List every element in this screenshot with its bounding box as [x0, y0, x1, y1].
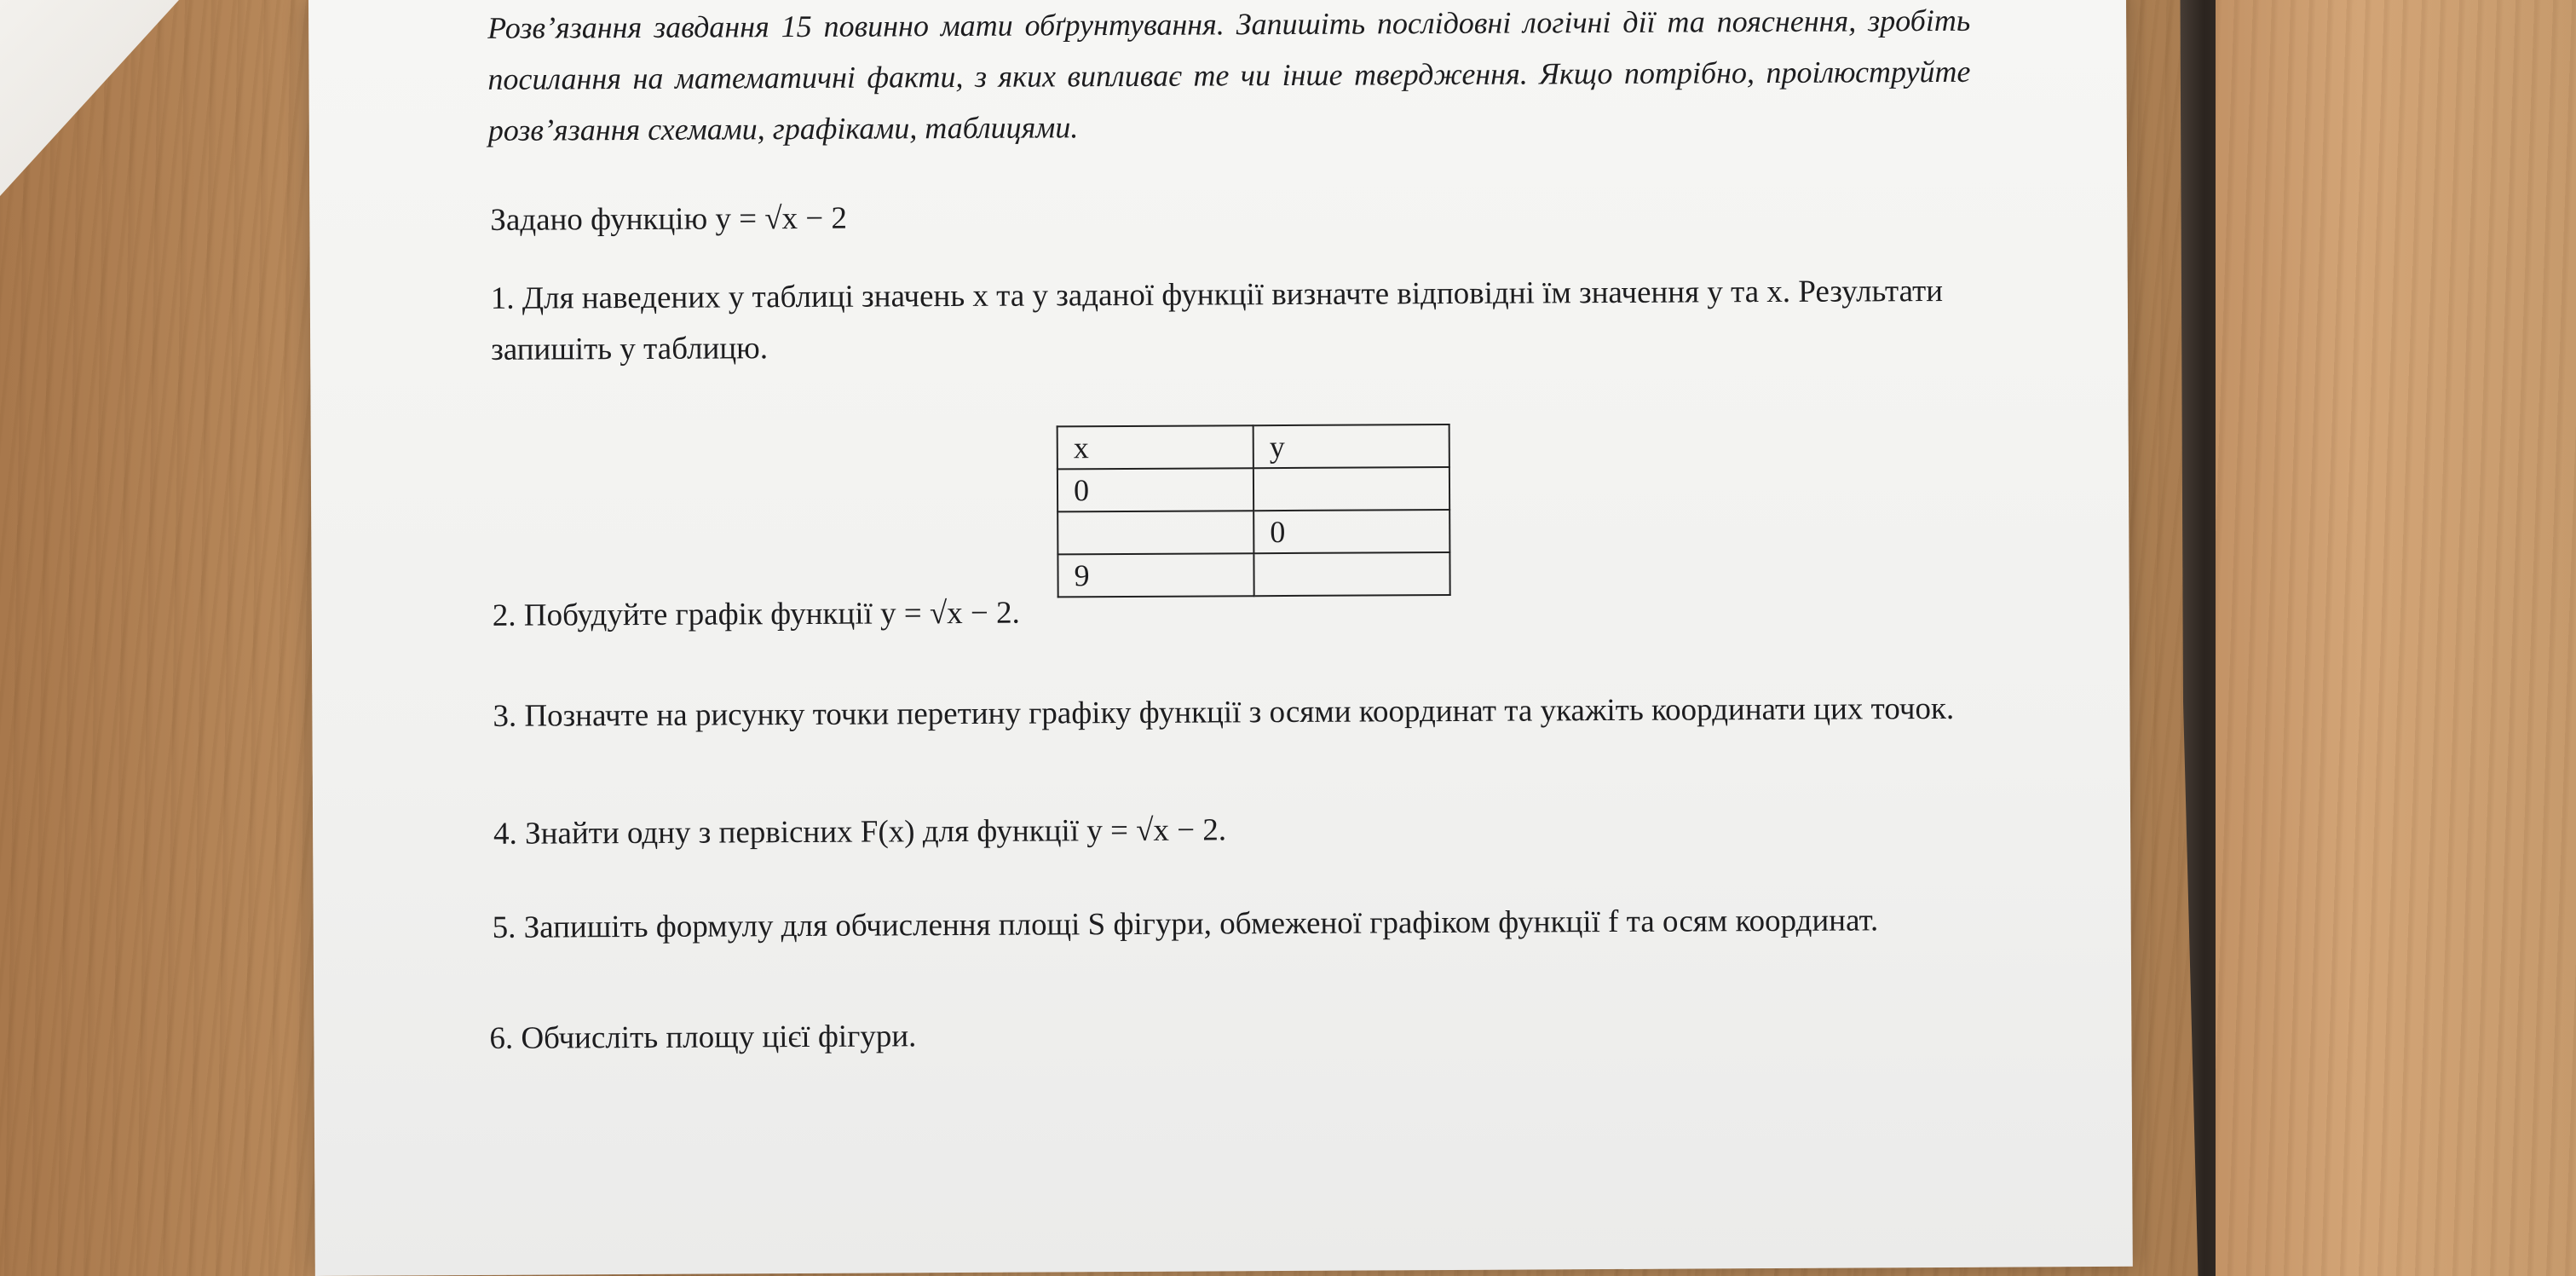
wooden-board-right: [2216, 0, 2576, 1276]
task-6: 6. Обчисліть площу цієї фігури.: [489, 1019, 917, 1056]
task-2: 2. Побудуйте графік функції y = √x − 2.: [492, 595, 1020, 633]
table-cell-x: [1057, 511, 1253, 554]
table-cell-y: 0: [1253, 510, 1449, 553]
table-cell-y: [1253, 467, 1449, 511]
instructions-paragraph: Розв’язання завдання 15 повинно мати обґрунтування. Запишіть послідовні логічні дії та пояснення, зробіть посилання на математичні факти, з яких випливає те чи інше твердження. Якщо потрібно, проілюструйте розв’язання схемами, графіками, таблицями.: [487, 3, 1971, 147]
table-header-row: [1057, 424, 1449, 469]
background-paper-corner: [0, 0, 179, 196]
table-row: [1057, 467, 1449, 511]
table-header-y: y: [1253, 424, 1449, 468]
table-row: [1057, 510, 1449, 554]
exam-sheet: [308, 0, 2133, 1276]
table-header-x: x: [1057, 425, 1253, 469]
given-function: Задано функцію y = √x − 2: [490, 200, 848, 238]
table-cell-x: 9: [1057, 553, 1253, 597]
task-5: 5. Запишіть формулу для обчислення площі S фігури, обмеженої графіком функції f та осям координат.: [492, 903, 1879, 945]
table-cell-x: 0: [1057, 468, 1253, 511]
task-3: 3. Позначте на рисунку точки перетину графіку функції з осями координат та укажіть координати цих точок.: [493, 690, 1955, 734]
task-4: 4. Знайти одну з первісних F(x) для функції y = √x − 2.: [493, 812, 1227, 852]
values-table: [1057, 424, 1451, 598]
task-1: 1. Для наведених у таблиці значень x та y заданої функції визначте відповідні їм значення y та x. Результати запишіть у таблицю.: [490, 273, 1944, 367]
